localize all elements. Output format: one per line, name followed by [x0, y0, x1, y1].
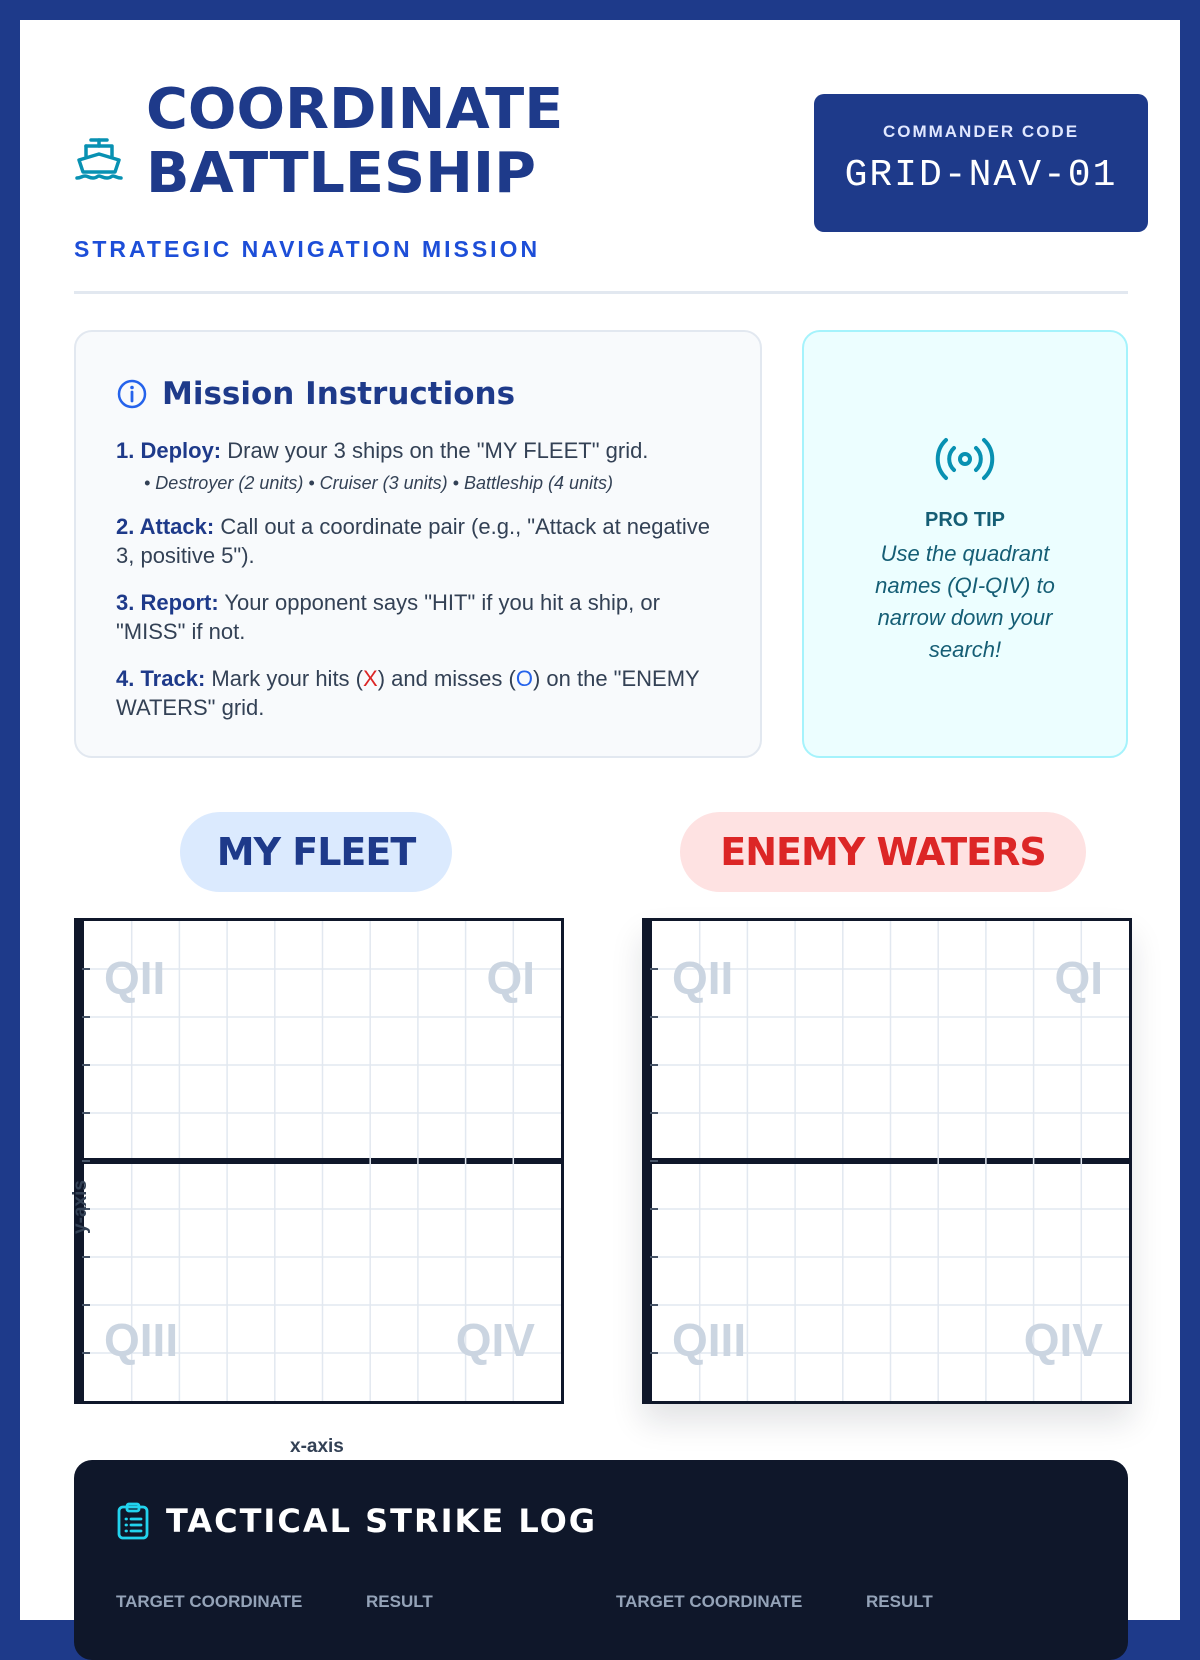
clipboard-icon	[116, 1502, 150, 1540]
quadrant-label-iii: QIII	[672, 1314, 747, 1366]
column-header-result: RESULT	[866, 1592, 933, 1611]
ship-icon	[74, 134, 124, 184]
step-text: Draw your 3 ships on the "MY FLEET" grid.	[227, 438, 649, 463]
instructions-panel	[74, 330, 762, 758]
quadrant-label-iii: QIII	[104, 1314, 179, 1366]
column-header-target: TARGET COORDINATE	[116, 1592, 303, 1611]
x-axis-label: x-axis	[290, 1436, 344, 1457]
info-icon	[116, 378, 148, 410]
instruction-step	[116, 436, 722, 465]
quadrant-label-i: QI	[1054, 952, 1103, 1004]
step-text: Call out a coordinate pair (e.g., "Attack at negative 3, positive 5").	[116, 514, 710, 568]
step-text: ) on the "ENEMY WATERS" grid.	[116, 666, 700, 720]
column-header-target: TARGET COORDINATE	[616, 1592, 803, 1611]
step-label: 4. Track:	[116, 666, 206, 691]
pro-tip-label: PRO TIP	[924, 509, 1005, 531]
page-subtitle: STRATEGIC NAVIGATION MISSION	[74, 236, 541, 262]
instructions-title: Mission Instructions	[162, 376, 516, 412]
y-axis-label: y-axis	[69, 1180, 91, 1234]
ship-list: • Destroyer (2 units) • Cruiser (3 units) • Battleship (4 units)	[144, 473, 614, 493]
commander-code-value: GRID-NAV-01	[844, 154, 1118, 197]
step-label: 2. Attack:	[116, 514, 215, 539]
page-title: COORDINATE BATTLESHIP	[146, 77, 564, 206]
step-text: Your opponent says "HIT" if you hit a ship, or "MISS" if not.	[116, 590, 660, 644]
step-text: Mark your hits (	[211, 666, 363, 691]
step-label: 1. Deploy:	[116, 438, 222, 463]
header	[74, 72, 1128, 294]
column-header-result: RESULT	[366, 1592, 433, 1611]
miss-mark: O	[515, 666, 533, 691]
strike-log-heading	[116, 1502, 1128, 1540]
commander-code-label: COMMANDER CODE	[882, 122, 1080, 141]
strike-log-title: TACTICAL STRIKE LOG	[166, 1502, 598, 1540]
quadrant-label-iv: QIV	[455, 1314, 535, 1366]
my-fleet-label: MY FLEET	[180, 812, 452, 892]
quadrant-label-i: QI	[486, 952, 535, 1004]
pro-tip-panel	[802, 330, 1128, 758]
step-text: ) and misses (	[377, 666, 516, 691]
quadrant-label-ii: QII	[672, 952, 734, 1004]
worksheet-page	[20, 20, 1180, 1620]
instruction-step	[116, 664, 722, 722]
quadrant-label-ii: QII	[104, 952, 166, 1004]
instructions-heading	[116, 376, 722, 412]
strike-log-panel	[74, 1460, 1128, 1660]
my-fleet-grid[interactable]	[74, 918, 564, 1404]
step-label: 3. Report:	[116, 590, 219, 615]
commander-code-box	[814, 94, 1148, 232]
enemy-waters-grid[interactable]	[642, 918, 1132, 1404]
pro-tip-text: Use the quadrant names (QI-QIV) to narrow down your search!	[875, 541, 1055, 662]
enemy-waters-label: ENEMY WATERS	[680, 812, 1086, 892]
broadcast-icon	[932, 432, 998, 486]
hit-mark: X	[363, 666, 378, 691]
instruction-step	[116, 588, 722, 646]
quadrant-label-iv: QIV	[1023, 1314, 1103, 1366]
instruction-step	[116, 512, 722, 570]
